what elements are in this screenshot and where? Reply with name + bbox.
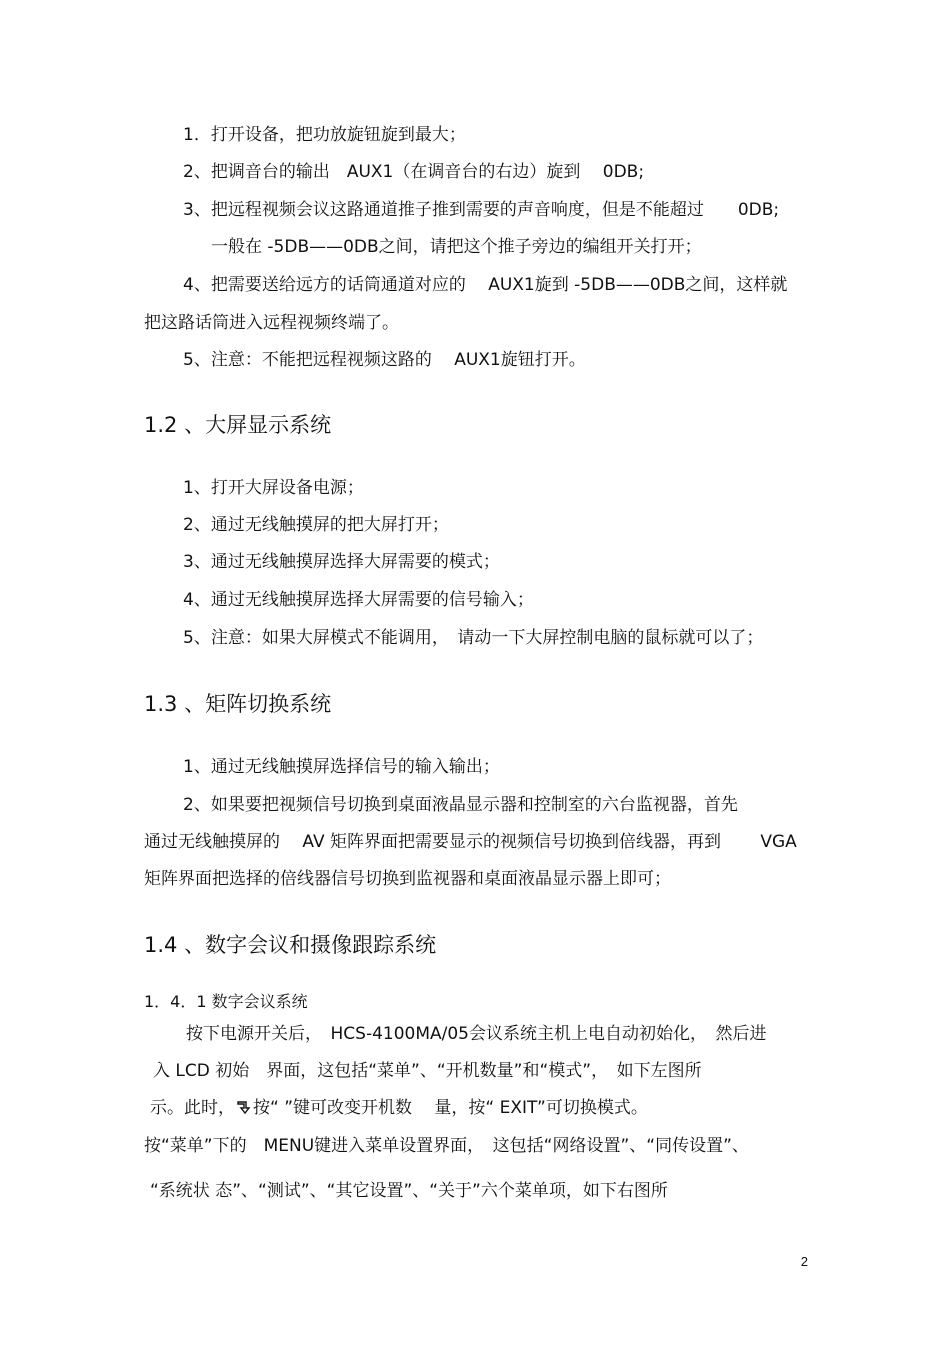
s14-line-3-main: 按“ ”键可改变开机数 量，按“ EXIT”可切换模式。	[253, 1098, 648, 1118]
s13-item-2-cont-1: 通过无线触摸屏的 AV 矩阵界面把需要显示的视频信号切换到倍线器，再到 VGA	[144, 832, 797, 852]
s13-item-1: 1、通过无线触摸屏选择信号的输入输出；	[183, 757, 500, 777]
intro-item-4-cont: 把这路话筒进入远程视频终端了。	[144, 313, 399, 333]
intro-item-2: 2、把调音台的输出 AUX1（在调音台的右边）旋到 0DB;	[183, 162, 645, 182]
section-1-2-heading: 1.2 、大屏显示系统	[144, 413, 332, 437]
page-number: 2	[800, 1254, 808, 1269]
s12-item-3: 3、通过无线触摸屏选择大屏需要的模式；	[183, 552, 500, 572]
s13-item-2: 2、如果要把视频信号切换到桌面液晶显示器和控制室的六台监视器，首先	[183, 795, 738, 815]
intro-item-3: 3、把远程视频会议这路通道推子推到需要的声音响度，但是不能超过 0DB;	[183, 200, 780, 220]
s12-item-5: 5、注意：如果大屏模式不能调用， 请动一下大屏控制电脑的鼠标就可以了；	[183, 628, 764, 648]
s13-item-2-cont-2: 矩阵界面把选择的倍线器信号切换到监视器和桌面液晶显示器上即可；	[144, 869, 671, 889]
s12-item-4: 4、通过无线触摸屏选择大屏需要的信号输入；	[183, 590, 534, 610]
intro-item-4: 4、把需要送给远方的话筒通道对应的 AUX1旋到 -5DB——0DB之间，这样就	[183, 275, 788, 295]
s14-line-4: 按“菜单”下的 MENU键进入菜单设置界面， 这包括“网络设置”、“同传设置”、	[144, 1136, 749, 1156]
s12-item-1: 1、打开大屏设备电源；	[183, 478, 364, 498]
s12-item-2: 2、通过无线触摸屏的把大屏打开；	[183, 515, 449, 535]
s14-line-1: 按下电源开关后， HCS-4100MA/05会议系统主机上电自动初始化， 然后进	[186, 1024, 767, 1044]
section-1-4-heading: 1.4 、数字会议和摄像跟踪系统	[144, 933, 437, 957]
intro-item-1: 1．打开设备，把功放旋钮旋到最大；	[183, 125, 466, 145]
s14-line-5: “系统状 态”、“测试”、“其它设置”、“关于”六个菜单项，如下右图所	[150, 1181, 668, 1201]
s14-line-3-prefix: 示。此时，	[150, 1098, 235, 1118]
s14-subtitle: 1．4．1 数字会议系统	[144, 992, 308, 1011]
s14-line-3	[150, 1097, 648, 1119]
intro-item-5: 5、注意：不能把远程视频这路的 AUX1旋钮打开。	[183, 350, 586, 370]
s14-line-2: 入 LCD 初始 界面，这包括“菜单”、“开机数量”和“模式”， 如下左图所	[153, 1061, 702, 1081]
enter-arrow-icon	[236, 1099, 252, 1115]
section-1-3-heading: 1.3 、矩阵切换系统	[144, 692, 332, 716]
intro-item-3-cont: 一般在 -5DB——0DB之间，请把这个推子旁边的编组开关打开；	[211, 237, 702, 257]
